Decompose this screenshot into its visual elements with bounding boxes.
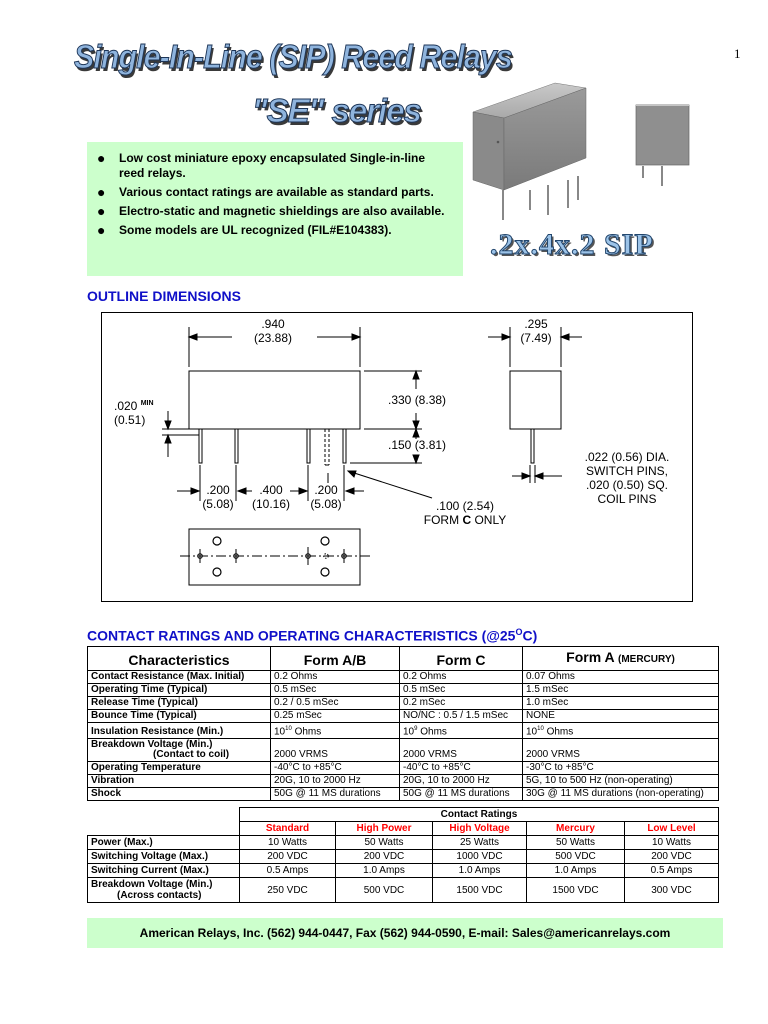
- table-row: Insulation Resistance (Min.) $10^{10}$ Ohms $10^9$ Ohms $10^{10}$ Ohms: [88, 723, 719, 739]
- feature-item: ● Various contact ratings are available as standard parts.: [97, 184, 434, 200]
- feature-item: ● Low cost miniature epoxy encapsulated Single-in-line reed relays.: [97, 150, 426, 180]
- formc-note: .100 (2.54) FORM C ONLY: [423, 499, 507, 527]
- contact-heading: CONTACT RATINGS AND OPERATING CHARACTERISTICS $(@25^OC)$: [87, 627, 538, 644]
- feature-item: ● Electro-static and magnetic shieldings are also available.: [97, 203, 445, 219]
- standoff-dimension: .020 $^{MIN}$ (0.51): [114, 399, 154, 427]
- header-form-ab: Form A/B: [271, 647, 400, 671]
- table-row: Shock 50G @ 11 MS durations 50G @ 11 MS durations 30G @ 11 MS durations (non-operating): [88, 788, 719, 801]
- table-header-row: [88, 647, 719, 671]
- bullet-icon: ●: [97, 184, 106, 200]
- pin-outline: [307, 429, 310, 463]
- header-characteristics: Characteristics: [88, 647, 271, 671]
- outline-drawing: [101, 312, 693, 602]
- pin-spacing-3: .200 (5.08): [310, 483, 342, 511]
- ratings-header-row: Standard High Power High Voltage Mercury Low Level: [88, 822, 719, 836]
- features-list: [95, 151, 453, 238]
- feature-item: ● Some models are UL recognized (FIL#E104383).: [97, 222, 392, 238]
- table-row: Operating Temperature -40°C to +85°C -40°C to +85°C -30°C to +85°C: [88, 762, 719, 775]
- pin-diameter-note: .022 (0.56) DIA. SWITCH PINS, .020 (0.50) SQ. COIL PINS: [584, 450, 670, 506]
- bullet-icon: ●: [97, 150, 106, 166]
- table-row: Vibration 20G, 10 to 2000 Hz 20G, 10 to 2000 Hz 5G, 10 to 500 Hz (non-operating): [88, 775, 719, 788]
- relay-side-view: [473, 83, 586, 220]
- ratings-table: [87, 807, 719, 903]
- bullet-icon: ●: [97, 203, 106, 219]
- table-row: Breakdown Voltage (Min.) (Across contacts) 250 VDC 500 VDC 1500 VDC 1500 VDC 300 VDC: [88, 878, 719, 903]
- pin-outline: [199, 429, 202, 463]
- table-row: Power (Max.) 10 Watts 50 Watts 25 Watts 50 Watts 10 Watts: [88, 836, 719, 850]
- page-subtitle: "SE" series: [252, 92, 421, 129]
- table-row: Bounce Time (Typical) 0.25 mSec NO/NC : 0.5 / 1.5 mSec NONE: [88, 710, 719, 723]
- pin-length-dimension: .150 (3.81): [388, 438, 447, 452]
- relay-end-outline: [510, 371, 561, 429]
- features-panel: [87, 142, 463, 276]
- pin-spacing-2: .400 (10.16): [251, 483, 291, 511]
- relay-product-image: [470, 80, 710, 230]
- relay-body-outline: [189, 371, 360, 429]
- page-title: Single-In-Line (SIP) Reed Relays: [74, 38, 512, 75]
- table-row: Contact Resistance (Max. Initial) 0.2 Ohms 0.2 Ohms 0.07 Ohms: [88, 671, 719, 684]
- ratings-caption: Contact Ratings: [240, 808, 719, 822]
- characteristics-table: [87, 646, 719, 801]
- outline-heading: OUTLINE DIMENSIONS: [87, 288, 242, 304]
- ratings-caption-row: [88, 808, 719, 822]
- table-row: Breakdown Voltage (Min.) (Contact to coil) 2000 VRMS 2000 VRMS 2000 VRMS: [88, 739, 719, 762]
- pin-outline: [235, 429, 238, 463]
- height-dimension: .330 (8.38): [388, 393, 447, 407]
- header-form-a-mercury: Form A (MERCURY): [523, 647, 719, 671]
- footer-contact: American Relays, Inc. (562) 944-0447, Fax (562) 944-0590, E-mail: Sales@americanrelays.com: [87, 918, 723, 948]
- width-dimension: .295 (7.49): [520, 317, 552, 345]
- length-dimension: .940 (23.88): [253, 317, 293, 345]
- bullet-icon: ●: [97, 222, 106, 238]
- pin-outline: [343, 429, 346, 463]
- header-form-c: Form C: [400, 647, 523, 671]
- product-size-label: .2x.4x.2 SIP: [490, 228, 654, 261]
- relay-end-view: [636, 105, 689, 186]
- table-row: Switching Voltage (Max.) 200 VDC 200 VDC 1000 VDC 500 VDC 200 VDC: [88, 850, 719, 864]
- pin-spacing-1: .200 (5.08): [202, 483, 234, 511]
- table-row: Release Time (Typical) 0.2 / 0.5 mSec 0.2 mSec 1.0 mSec: [88, 697, 719, 710]
- page-number: 1: [734, 46, 741, 61]
- table-row: Operating Time (Typical) 0.5 mSec 0.5 mSec 1.5 mSec: [88, 684, 719, 697]
- table-row: Switching Current (Max.) 0.5 Amps 1.0 Amps 1.0 Amps 1.0 Amps 0.5 Amps: [88, 864, 719, 878]
